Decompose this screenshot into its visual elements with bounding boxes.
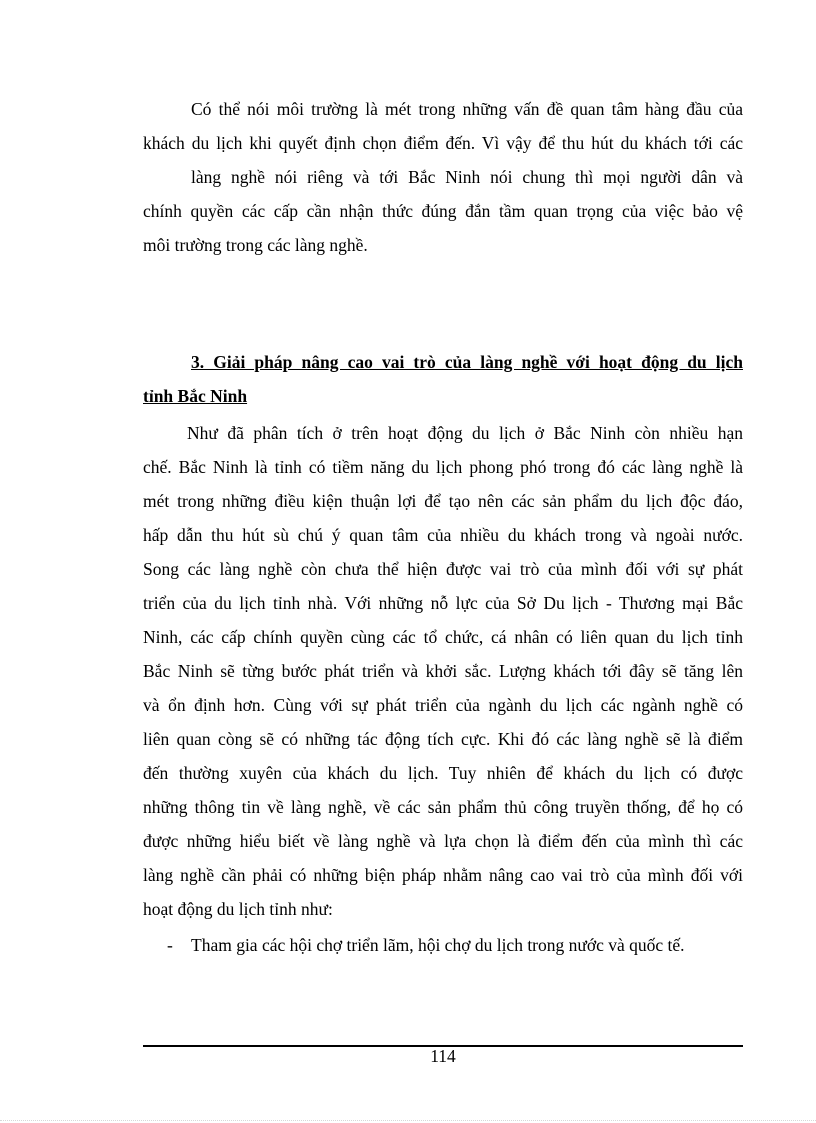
paragraph-line: Song các làng nghề còn chưa thể hiện được vai trò của mình đối với sự phát: [143, 559, 743, 579]
paragraph-line: hấp dẫn thu hút sù chú ý quan tâm của nhiều du khách trong và ngoài nước.: [143, 525, 743, 545]
paragraph-line: triển của du lịch tỉnh nhà. Với những nỗ lực của Sở Du lịch - Thương mại Bắc: [143, 593, 743, 613]
paragraph-line: Có thể nói môi trường là mét trong những vấn đề quan tâm hàng đầu của: [191, 99, 743, 119]
paragraph-line: Bắc Ninh sẽ từng bước phát triển và khởi sắc. Lượng khách tới đây sẽ tăng lên: [143, 661, 743, 681]
page-number: 114: [430, 1046, 456, 1066]
paragraph-line: những thông tin về làng nghề, về các sản phẩm thủ công truyền thống, để họ có: [143, 797, 743, 817]
paragraph-line: Ninh, các cấp chính quyền cùng các tổ chức, cá nhân có liên quan du lịch tỉnh: [143, 627, 743, 647]
page-bottom-edge: [0, 1120, 816, 1121]
paragraph-line: liên quan còng sẽ có những tác động tích cực. Khi đó các làng nghề sẽ là điểm: [143, 729, 743, 749]
paragraph-line: làng nghề nói riêng và tới Bắc Ninh nói chung thì mọi người dân và: [191, 167, 743, 187]
bullet-text: Tham gia các hội chợ triển lãm, hội chợ du lịch trong nước và quốc tế.: [191, 935, 685, 955]
paragraph-line: chính quyền các cấp cần nhận thức đúng đắn tầm quan trọng của việc bảo vệ: [143, 201, 743, 221]
paragraph-line: hoạt động du lịch tỉnh như:: [143, 899, 333, 919]
paragraph-line: môi trường trong các làng nghề.: [143, 235, 368, 255]
paragraph-line: làng nghề cần phải có những biện pháp nhằm nâng cao vai trò của mình đối với: [143, 865, 743, 885]
paragraph-line: được những hiểu biết về làng nghề và lựa chọn là điểm đến của mình thì các: [143, 831, 743, 851]
paragraph-line: chế. Bắc Ninh là tỉnh có tiềm năng du lịch phong phó trong đó các làng nghề là: [143, 457, 743, 477]
paragraph-line: và ổn định hơn. Cùng với sự phát triển của ngành du lịch các ngành nghề có: [143, 695, 743, 715]
paragraph-line: đến thường xuyên của khách du lịch. Tuy nhiên để khách du lịch có được: [143, 763, 743, 783]
paragraph-line: khách du lịch khi quyết định chọn điểm đến. Vì vậy để thu hút du khách tới các: [143, 133, 743, 153]
bullet-marker: -: [167, 935, 173, 955]
paragraph-line: mét trong những điều kiện thuận lợi để tạo nên các sản phẩm du lịch độc đáo,: [143, 491, 743, 511]
section-heading: 3. Giải pháp nâng cao vai trò của làng nghề với hoạt động du lịch: [191, 352, 743, 372]
paragraph-line: Như đã phân tích ở trên hoạt động du lịch ở Bắc Ninh còn nhiều hạn: [187, 423, 743, 443]
section-heading-continued: tỉnh Bắc Ninh: [143, 386, 248, 406]
